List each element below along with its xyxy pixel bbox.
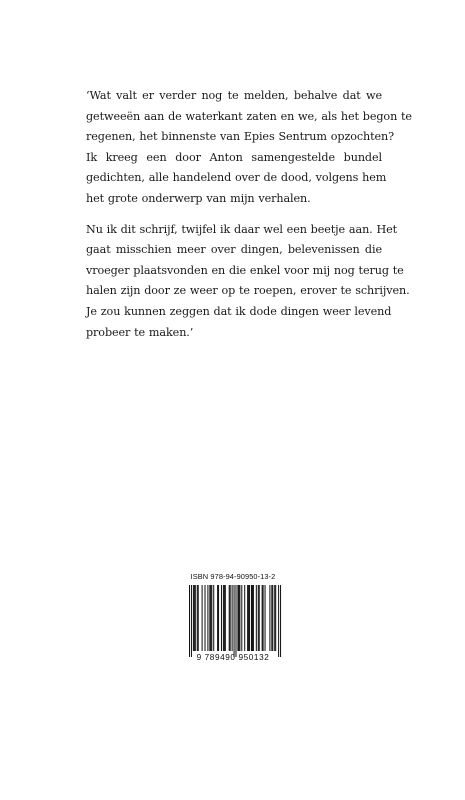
barcode-bar	[194, 585, 195, 651]
barcode-bar	[221, 585, 222, 651]
barcode-digits: 9 789490 950132	[196, 653, 270, 662]
barcode-bar	[204, 585, 205, 651]
barcode-bar	[272, 585, 273, 651]
barcode-bar	[195, 585, 196, 651]
barcode-bar	[207, 585, 208, 651]
barcode-bars	[183, 585, 283, 657]
barcode-bar	[234, 585, 235, 657]
barcode-bar	[263, 585, 264, 651]
text-line: gaat misschien meer over dingen, belevenissen die	[86, 243, 382, 257]
barcode-bar	[269, 585, 270, 651]
text-line: Ik kreeg een door Anton samengestelde bundel	[86, 150, 382, 164]
barcode-bar	[262, 585, 263, 651]
barcode-bar	[241, 585, 242, 651]
blurb-text	[86, 86, 412, 343]
barcode-bar	[256, 585, 257, 651]
barcode-bar	[217, 585, 218, 651]
barcode-bar	[232, 585, 233, 651]
barcode-bar	[278, 585, 279, 657]
barcode-bar	[265, 585, 266, 651]
text-line: getweeën aan de waterkant zaten en we, als het begon te	[86, 109, 412, 123]
barcode-bar	[189, 585, 190, 657]
barcode-bar	[249, 585, 250, 651]
barcode-bar	[202, 585, 203, 651]
barcode-bar	[210, 585, 211, 651]
isbn-label: ISBN 978-94-90950-13-2	[190, 572, 276, 581]
barcode-bar	[235, 585, 236, 657]
barcode-bar	[259, 585, 260, 651]
barcode-bar	[224, 585, 225, 651]
barcode-bar	[271, 585, 272, 651]
barcode-bar	[247, 585, 248, 651]
barcode-bar	[237, 585, 238, 651]
barcode-bar	[275, 585, 276, 651]
barcode-bar	[258, 585, 259, 651]
barcode-bar	[197, 585, 198, 651]
barcode-bar	[238, 585, 239, 651]
barcode-bar	[253, 585, 254, 651]
barcode-bar	[280, 585, 281, 657]
barcode-bar	[229, 585, 230, 651]
barcode-bar	[209, 585, 210, 651]
barcode-bar	[225, 585, 226, 651]
text-line: vroeger plaatsvonden en die enkel voor mij nog terug te	[86, 263, 404, 277]
text-line: halen zijn door ze weer op te roepen, erover te schrijven.	[86, 284, 410, 298]
barcode-bar	[251, 585, 252, 651]
text-line: gedichten, alle handelend over de dood, volgens hem	[86, 171, 387, 185]
barcode-bar	[218, 585, 219, 651]
barcode-bar	[248, 585, 249, 651]
blurb-paragraph-1	[86, 86, 412, 210]
isbn-barcode	[183, 572, 283, 682]
barcode-bar	[213, 585, 214, 651]
barcode-bar	[230, 585, 231, 651]
barcode-bar	[244, 585, 245, 651]
text-line: Je zou kunnen zeggen dat ik dode dingen weer levend	[86, 304, 392, 318]
barcode-bar	[211, 585, 212, 651]
text-line: ‘Wat valt er verder nog te melden, behalve dat we	[86, 89, 382, 102]
barcode-bar	[274, 585, 275, 651]
text-line: Nu ik dit schrijf, twijfel ik daar wel een beetje aan. Het	[86, 222, 398, 236]
barcode-bar	[239, 585, 240, 651]
blurb-paragraph-2	[86, 220, 410, 344]
barcode-bar	[252, 585, 253, 651]
paragraph-spacer	[86, 210, 382, 220]
barcode-bar	[191, 585, 192, 657]
barcode-bar	[223, 585, 224, 651]
text-line: probeer te maken.’	[86, 325, 194, 339]
barcode-bar	[193, 585, 194, 651]
barcode-bar	[198, 585, 199, 651]
text-line: het grote onderwerp van mijn verhalen.	[86, 191, 311, 205]
text-line: regenen, het binnenste van Epies Sentrum opzochten?	[86, 130, 395, 144]
